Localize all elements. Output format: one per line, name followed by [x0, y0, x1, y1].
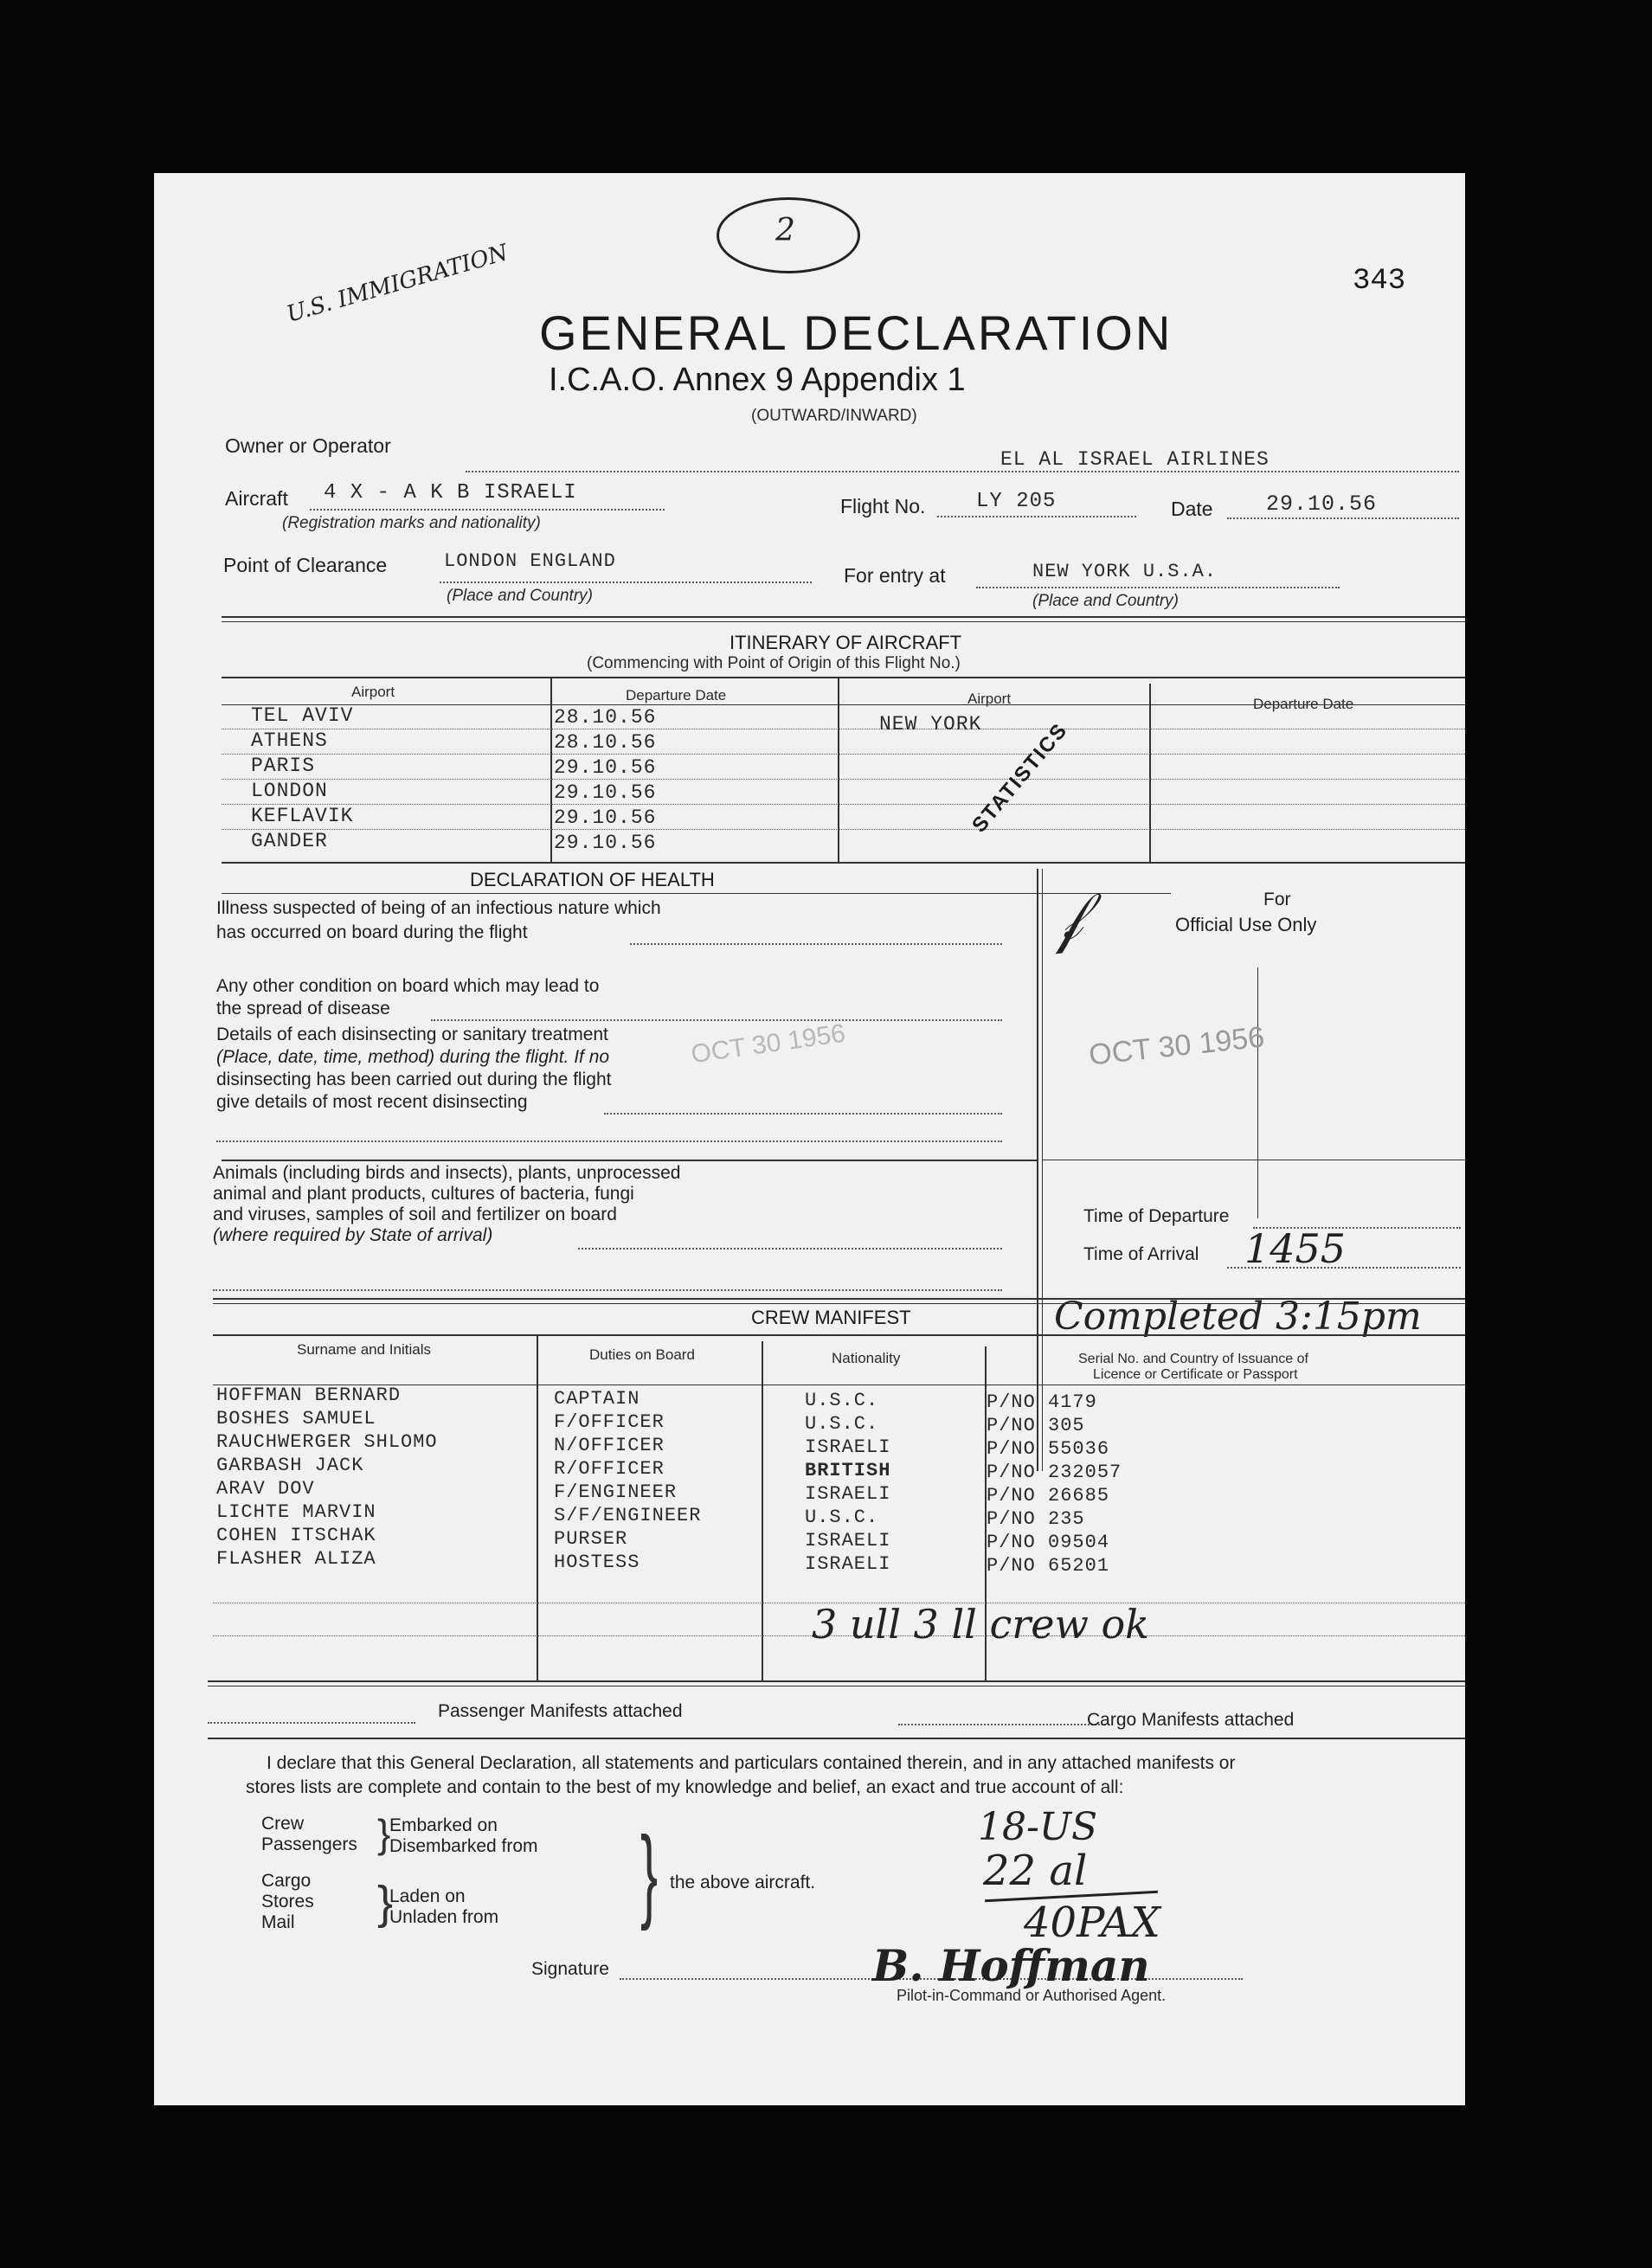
- cargo-manifest-label: Cargo Manifests attached: [1087, 1710, 1295, 1730]
- decl-hand-1: 18-US: [978, 1805, 1098, 1849]
- crew-nat-6: ISRAELI: [805, 1530, 891, 1552]
- health-q3-line3: disinsecting has been carried out during the flight: [216, 1070, 612, 1089]
- health-official-sep: [1037, 869, 1038, 1471]
- decl-hand-3: 40PAX: [1024, 1899, 1160, 1947]
- decl-mail: Mail: [261, 1912, 295, 1932]
- divider-5: [208, 1680, 1465, 1682]
- decl-cargo: Cargo: [261, 1871, 312, 1891]
- itinerary-col-sep-3: [1149, 684, 1151, 862]
- flight-label: Flight No.: [840, 495, 926, 517]
- health-title-rule: [222, 893, 1171, 894]
- clearance-value: LONDON ENGLAND: [444, 550, 616, 572]
- health-q4-line4: (where required by State of arrival): [213, 1225, 493, 1245]
- aircraft-label: Aircraft: [225, 487, 288, 510]
- crew-name-5: LICHTE MARVIN: [216, 1501, 376, 1523]
- crew-title: CREW MANIFEST: [751, 1307, 911, 1328]
- health-q2-line2: the spread of disease: [216, 999, 390, 1018]
- crew-lic-0: P/NO 4179: [987, 1391, 1097, 1413]
- owner-label: Owner or Operator: [225, 434, 391, 457]
- itin-date-1: 28.10.56: [554, 731, 657, 754]
- crew-col-licence-1: Serial No. and Country of Issuance of: [1078, 1352, 1308, 1366]
- itin-date-5: 29.10.56: [554, 832, 657, 854]
- itinerary-col-airport: Airport: [351, 684, 395, 700]
- decl-embarked: Embarked on: [389, 1815, 498, 1835]
- form-subtitle: I.C.A.O. Annex 9 Appendix 1: [549, 362, 966, 398]
- crew-col-duties: Duties on Board: [589, 1346, 695, 1363]
- itin-airport-3: LONDON: [251, 780, 328, 802]
- decl-stores: Stores: [261, 1892, 314, 1911]
- decl-disembarked: Disembarked from: [389, 1836, 538, 1856]
- itin-date-3: 29.10.56: [554, 781, 657, 804]
- crew-name-3: GARBASH JACK: [216, 1455, 364, 1476]
- received-stamp-right: OCT 30 1956: [1087, 1020, 1266, 1072]
- health-q2-line1: Any other condition on board which may lead to: [216, 976, 600, 996]
- time-arrival-label: Time of Arrival: [1083, 1244, 1199, 1264]
- itin-right-airport: NEW YORK: [879, 713, 982, 736]
- official-label: Official Use Only: [1175, 914, 1317, 935]
- decl-passengers: Passengers: [261, 1834, 357, 1854]
- owner-value: EL AL ISRAEL AIRLINES: [1000, 448, 1270, 471]
- crew-lic-7: P/NO 65201: [987, 1555, 1110, 1577]
- declaration-line-2: stores lists are complete and contain to the best of my knowledge and belief, an exact and true account of all:: [246, 1777, 1124, 1797]
- health-q1-line1: Illness suspected of being of an infectious nature which: [216, 898, 661, 918]
- itinerary-subtitle: (Commencing with Point of Origin of this Flight No.): [587, 654, 961, 672]
- itin-date-0: 28.10.56: [554, 706, 657, 729]
- crew-name-1: BOSHES SAMUEL: [216, 1408, 376, 1430]
- crew-duty-6: PURSER: [554, 1528, 628, 1550]
- crew-completed-note: Completed 3:15pm: [1054, 1295, 1422, 1339]
- health-q3-answer: [604, 1113, 1002, 1115]
- entry-label: For entry at: [844, 564, 946, 587]
- entry-hint: (Place and Country): [1032, 592, 1179, 610]
- itin-airport-1: ATHENS: [251, 729, 328, 752]
- official-for: For: [1263, 890, 1291, 909]
- aircraft-hint: (Registration marks and nationality): [282, 514, 541, 532]
- crew-duty-0: CAPTAIN: [554, 1388, 640, 1410]
- handwritten-immigration-note: U.S. IMMIGRATION: [284, 240, 511, 328]
- health-q4-answer-2: [213, 1289, 1002, 1291]
- divider-1: [222, 616, 1465, 618]
- crew-name-2: RAUCHWERGER SHLOMO: [216, 1431, 438, 1453]
- divider-6: [208, 1738, 1465, 1739]
- crew-nat-3: BRITISH: [805, 1460, 891, 1481]
- crew-duty-2: N/OFFICER: [554, 1435, 665, 1456]
- date-value: 29.10.56: [1266, 492, 1378, 517]
- flight-value: LY 205: [976, 490, 1057, 513]
- itin-airport-5: GANDER: [251, 830, 328, 852]
- date-label: Date: [1171, 498, 1213, 520]
- crew-nat-0: U.S.C.: [805, 1390, 879, 1411]
- date-line: [1227, 517, 1459, 519]
- health-q4-answer: [578, 1248, 1002, 1250]
- statistics-stamp: STATISTICS: [967, 718, 1073, 838]
- decl-above: the above aircraft.: [670, 1873, 816, 1892]
- crew-name-6: COHEN ITSCHAK: [216, 1525, 376, 1546]
- itinerary-col-airport2: Airport: [967, 691, 1012, 707]
- captain-signature: B. Hoffman: [872, 1940, 1150, 1991]
- circled-number: 2: [775, 213, 795, 248]
- health-title: DECLARATION OF HEALTH: [470, 869, 715, 890]
- crew-duty-5: S/F/ENGINEER: [554, 1505, 702, 1526]
- health-q2-answer: [431, 1019, 1002, 1021]
- official-box-sep: [1257, 967, 1258, 1218]
- crew-nat-4: ISRAELI: [805, 1483, 891, 1505]
- crew-top-rule: [213, 1334, 1465, 1336]
- crew-nat-5: U.S.C.: [805, 1507, 879, 1528]
- itinerary-col-departure: Departure Date: [626, 687, 727, 704]
- health-official-sep-b: [1042, 869, 1043, 1471]
- time-arrival-line: [1227, 1267, 1461, 1269]
- time-arrival-value: 1455: [1244, 1225, 1347, 1272]
- crew-name-7: FLASHER ALIZA: [216, 1548, 376, 1570]
- divider-5b: [208, 1686, 1465, 1687]
- crew-name-4: ARAV DOV: [216, 1478, 315, 1500]
- divider-2: [222, 862, 1465, 864]
- decl-big-brace: }: [640, 1815, 659, 1931]
- itinerary-col-sep-1: [550, 677, 552, 862]
- crew-lic-6: P/NO 09504: [987, 1532, 1110, 1553]
- health-q4-line1: Animals (including birds and insects), plants, unprocessed: [213, 1163, 681, 1183]
- health-q3-answer-2: [216, 1140, 1002, 1142]
- decl-hand-2: 22 al: [983, 1847, 1088, 1895]
- flight-line: [937, 516, 1136, 517]
- health-q4-line2: animal and plant products, cultures of bacteria, fungi: [213, 1184, 634, 1204]
- signature-label: Signature: [531, 1959, 609, 1979]
- itinerary-col-sep-2: [838, 677, 839, 862]
- itinerary-col-departure2: Departure Date: [1253, 696, 1354, 712]
- itin-row-line-4: [222, 804, 1465, 805]
- health-q1-answer: [630, 943, 1002, 945]
- crew-duty-7: HOSTESS: [554, 1552, 640, 1573]
- entry-line: [976, 587, 1340, 588]
- itin-airport-4: KEFLAVIK: [251, 805, 354, 827]
- crew-nat-7: ISRAELI: [805, 1553, 891, 1575]
- itin-row-line-3: [222, 779, 1465, 780]
- cargo-manifest-line: [898, 1724, 1106, 1725]
- health-q1-line2: has occurred on board during the flight: [216, 922, 528, 942]
- crew-lic-3: P/NO 232057: [987, 1462, 1122, 1483]
- decl-unladen: Unladen from: [389, 1907, 499, 1927]
- received-stamp-left: OCT 30 1956: [689, 1018, 847, 1070]
- entry-value: NEW YORK U.S.A.: [1032, 561, 1218, 582]
- itinerary-top-rule: [222, 677, 1465, 678]
- crew-col-nationality: Nationality: [832, 1350, 901, 1366]
- document-sheet: [154, 173, 1465, 2105]
- crew-lic-2: P/NO 55036: [987, 1438, 1110, 1460]
- time-departure-label: Time of Departure: [1083, 1206, 1230, 1226]
- divider-3: [222, 1160, 1037, 1161]
- divider-1b: [222, 621, 1465, 622]
- itin-row-line-2: [222, 754, 1465, 755]
- clearance-label: Point of Clearance: [223, 554, 388, 576]
- health-q3-line1: Details of each disinsecting or sanitary treatment: [216, 1025, 608, 1044]
- crew-col-licence-2: Licence or Certificate or Passport: [1093, 1367, 1298, 1382]
- itin-airport-2: PARIS: [251, 755, 316, 777]
- itin-airport-0: TEL AVIV: [251, 704, 354, 727]
- crew-col-sep-1: [537, 1334, 538, 1680]
- itin-date-4: 29.10.56: [554, 806, 657, 829]
- crew-duty-4: F/ENGINEER: [554, 1481, 678, 1503]
- crew-lic-1: P/NO 305: [987, 1415, 1085, 1436]
- itin-date-2: 29.10.56: [554, 756, 657, 779]
- decl-brace-2: }: [377, 1877, 394, 1929]
- crew-nat-1: U.S.C.: [805, 1413, 879, 1435]
- health-q4-line3: and viruses, samples of soil and fertilizer on board: [213, 1205, 617, 1224]
- crew-col-name: Surname and Initials: [297, 1341, 431, 1358]
- crew-handwritten-note: 3 ull 3 ll crew ok: [812, 1601, 1150, 1648]
- crew-col-sep-2: [762, 1341, 763, 1680]
- itin-row-line-5: [222, 829, 1465, 830]
- outward-inward: (OUTWARD/INWARD): [751, 407, 917, 425]
- crew-duty-3: R/OFFICER: [554, 1458, 665, 1480]
- crew-duty-1: F/OFFICER: [554, 1411, 665, 1433]
- official-initials: 𝒻: [1049, 881, 1086, 955]
- decl-laden: Laden on: [389, 1886, 466, 1906]
- page-number: 343: [1353, 265, 1406, 298]
- passenger-manifest-label: Passenger Manifests attached: [438, 1701, 683, 1721]
- health-q3-line2: (Place, date, time, method) during the flight. If no: [216, 1047, 610, 1067]
- itinerary-header-rule: [222, 704, 1465, 705]
- health-q3-line4: give details of most recent disinsecting: [216, 1092, 528, 1112]
- owner-line: [466, 471, 1459, 472]
- aircraft-line: [310, 509, 665, 511]
- decl-crew: Crew: [261, 1814, 305, 1834]
- signer-label: Pilot-in-Command or Authorised Agent.: [897, 1987, 1167, 2004]
- itinerary-title: ITINERARY OF AIRCRAFT: [730, 632, 962, 653]
- declaration-line-1: I declare that this General Declaration, all statements and particulars contained therein, and in any attached manifests or: [267, 1753, 1236, 1773]
- clearance-line: [440, 581, 812, 583]
- form-title: GENERAL DECLARATION: [539, 305, 1173, 360]
- crew-name-0: HOFFMAN BERNARD: [216, 1385, 402, 1406]
- crew-nat-2: ISRAELI: [805, 1436, 891, 1458]
- clearance-hint: (Place and Country): [447, 587, 593, 605]
- crew-lic-5: P/NO 235: [987, 1508, 1085, 1530]
- aircraft-value: 4 X - A K B ISRAELI: [324, 481, 577, 504]
- passenger-manifest-line: [208, 1722, 415, 1724]
- decl-brace-1: }: [377, 1811, 391, 1856]
- crew-lic-4: P/NO 26685: [987, 1485, 1110, 1507]
